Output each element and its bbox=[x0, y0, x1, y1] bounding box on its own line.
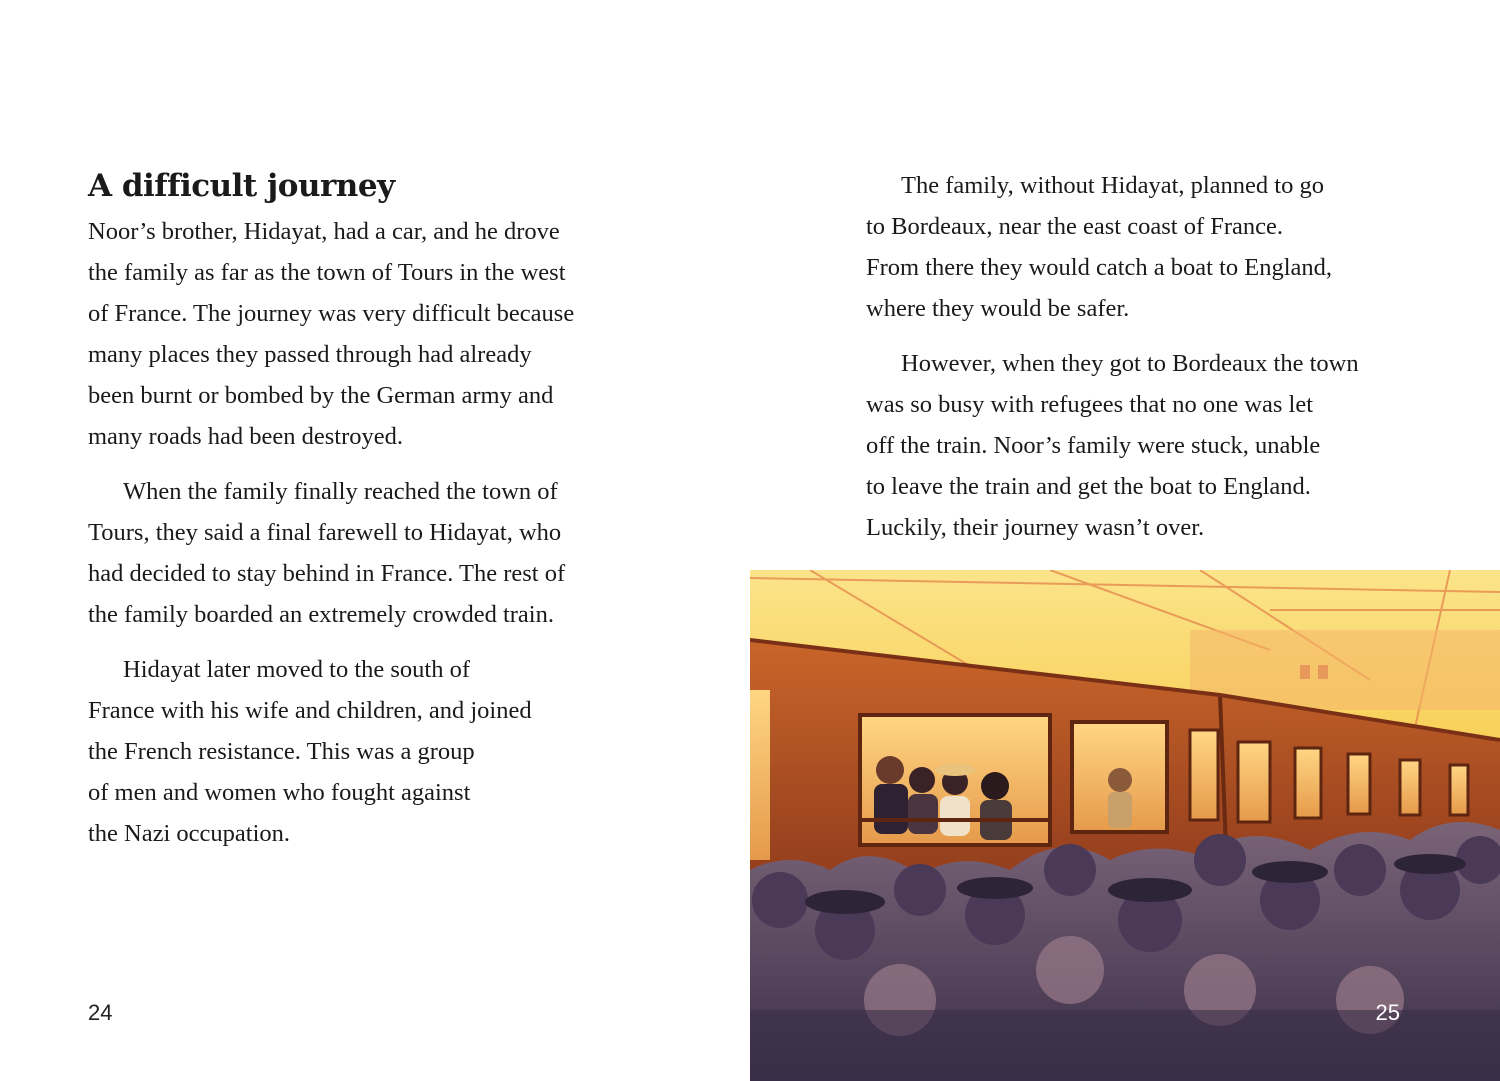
text-line: been burnt or bombed by the German army and bbox=[88, 382, 554, 409]
text-line: had decided to stay behind in France. The rest of bbox=[88, 560, 566, 587]
text-line: the French resistance. This was a group bbox=[88, 738, 475, 765]
paragraph bbox=[88, 211, 688, 457]
text-line: off the train. Noor’s family were stuck, unable bbox=[866, 432, 1321, 459]
text-line: Hidayat later moved to the south of bbox=[123, 656, 470, 683]
text-line: France with his wife and children, and joined bbox=[88, 697, 532, 724]
page-number: 25 bbox=[1375, 1000, 1400, 1025]
text-line: The family, without Hidayat, planned to go bbox=[901, 172, 1324, 199]
page-number: 24 bbox=[88, 1000, 113, 1025]
text-line: the family as far as the town of Tours in the west bbox=[88, 259, 566, 286]
paragraph bbox=[866, 343, 1466, 548]
right-page bbox=[750, 0, 1500, 1081]
text-line: However, when they got to Bordeaux the town bbox=[901, 350, 1359, 377]
text-line: of men and women who fought against bbox=[88, 779, 471, 806]
text-line: Noor’s brother, Hidayat, had a car, and he drove bbox=[88, 218, 560, 245]
text-line: where they would be safer. bbox=[866, 295, 1130, 322]
text-line: Tours, they said a final farewell to Hidayat, who bbox=[88, 519, 562, 546]
text-line: was so busy with refugees that no one was let bbox=[866, 391, 1314, 418]
text-line: the Nazi occupation. bbox=[88, 820, 291, 847]
text-line: to leave the train and get the boat to England. bbox=[866, 473, 1311, 500]
text-line: to Bordeaux, near the east coast of France. bbox=[866, 213, 1284, 240]
paragraph bbox=[88, 471, 688, 635]
text-line: Luckily, their journey wasn’t over. bbox=[866, 514, 1205, 541]
right-text-column bbox=[866, 165, 1466, 562]
text-line: From there they would catch a boat to England, bbox=[866, 254, 1333, 281]
text-line: of France. The journey was very difficult because bbox=[88, 300, 575, 327]
text-line: many places they passed through had already bbox=[88, 341, 532, 368]
left-text-column bbox=[88, 211, 688, 868]
chapter-heading: A difficult journey bbox=[88, 168, 395, 204]
text-line: many roads had been destroyed. bbox=[88, 423, 403, 450]
paragraph bbox=[88, 649, 688, 854]
paragraph bbox=[866, 165, 1466, 329]
text-line: When the family finally reached the town of bbox=[123, 478, 558, 505]
text-line: the family boarded an extremely crowded train. bbox=[88, 601, 554, 628]
